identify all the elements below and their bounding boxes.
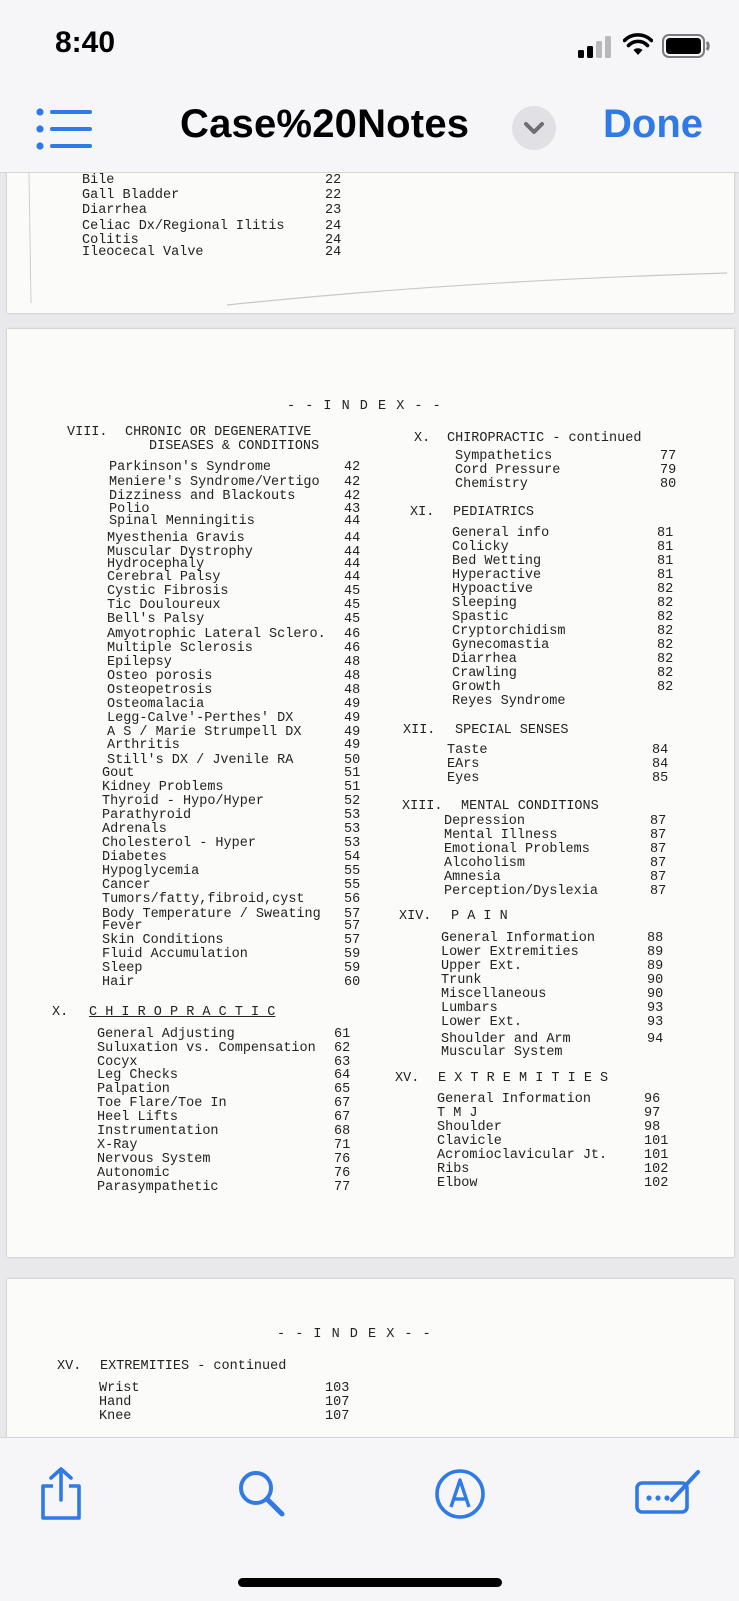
index-entry: Spinal Menningitis xyxy=(109,514,255,529)
index-entry: Elbow xyxy=(437,1176,478,1191)
index-entry: Miscellaneous xyxy=(441,987,547,1002)
index-page-number: 82 xyxy=(657,596,674,611)
index-page-number: 64 xyxy=(334,1068,351,1083)
index-entry: Sleep xyxy=(102,961,143,976)
index-title: - - I N D E X - - xyxy=(277,1327,432,1342)
index-entry: Sympathetics xyxy=(455,449,553,464)
index-entry: Autonomic xyxy=(97,1166,170,1181)
index-page-number: 87 xyxy=(650,856,667,871)
index-page-number: 90 xyxy=(647,987,664,1002)
index-page-number: 46 xyxy=(344,641,361,656)
index-entry: Osteo porosis xyxy=(107,669,213,684)
section-title: DISEASES & CONDITIONS xyxy=(149,439,320,454)
index-page-number: 90 xyxy=(647,973,664,988)
section-title: MENTAL CONDITIONS xyxy=(461,799,599,814)
index-entry: Cocyx xyxy=(97,1055,138,1070)
index-page-number: 77 xyxy=(334,1180,351,1195)
index-page-number: 46 xyxy=(344,627,361,642)
index-page-number: 93 xyxy=(647,1001,664,1016)
index-entry: Ileocecal Valve xyxy=(82,245,204,260)
index-entry: Taste xyxy=(447,743,488,758)
index-page-number: 22 xyxy=(325,188,342,203)
index-page-number: 93 xyxy=(647,1015,664,1030)
index-entry: Hyperactive xyxy=(452,568,542,583)
page-scan-artifacts xyxy=(7,173,734,313)
index-page-number: 84 xyxy=(652,743,669,758)
index-entry: Acromioclavicular Jt. xyxy=(437,1148,608,1163)
index-entry: Emotional Problems xyxy=(444,842,590,857)
index-page-number: 76 xyxy=(334,1152,351,1167)
chevron-down-icon xyxy=(512,106,556,150)
section-numeral: X. xyxy=(52,1005,69,1020)
title-menu-button[interactable] xyxy=(512,106,556,150)
index-entry: Lower Ext. xyxy=(441,1015,523,1030)
index-entry: Suluxation vs. Compensation xyxy=(97,1041,316,1056)
index-page-number: 45 xyxy=(344,612,361,627)
index-entry: EArs xyxy=(447,757,480,772)
index-page-number: 42 xyxy=(344,475,361,490)
index-page-number: 82 xyxy=(657,582,674,597)
index-page-number: 65 xyxy=(334,1082,351,1097)
index-entry: Hypoglycemia xyxy=(102,864,200,879)
index-page-number: 48 xyxy=(344,683,361,698)
index-page-number: 81 xyxy=(657,554,674,569)
cellular-signal-icon xyxy=(578,36,612,58)
index-page-number: 97 xyxy=(644,1106,661,1121)
search-icon[interactable] xyxy=(234,1466,290,1522)
index-page-number: 49 xyxy=(344,738,361,753)
index-page-number: 53 xyxy=(344,808,361,823)
index-entry: Gynecomastia xyxy=(452,638,550,653)
index-entry: Bile xyxy=(82,173,115,188)
index-entry: Cerebral Palsy xyxy=(107,570,221,585)
document-viewer[interactable] xyxy=(0,173,739,1437)
index-entry: Epilepsy xyxy=(107,655,172,670)
index-page-number: 60 xyxy=(344,975,361,990)
section-title: E X T R E M I T I E S xyxy=(438,1071,609,1086)
index-page-number: 81 xyxy=(657,540,674,555)
section-title: SPECIAL SENSES xyxy=(455,723,569,738)
section-title: CHIROPRACTIC - continued xyxy=(447,431,642,446)
section-numeral: XV. xyxy=(395,1071,420,1086)
index-page-number: 23 xyxy=(325,203,342,218)
index-entry: Perception/Dyslexia xyxy=(444,884,598,899)
section-numeral: XII. xyxy=(403,723,436,738)
index-page-number: 24 xyxy=(325,233,342,248)
index-entry: Lumbars xyxy=(441,1001,498,1016)
index-page-number: 76 xyxy=(334,1166,351,1181)
index-entry: Fever xyxy=(102,919,143,934)
home-indicator xyxy=(238,1578,502,1587)
index-entry: Skin Conditions xyxy=(102,933,224,948)
index-entry: Ribs xyxy=(437,1162,470,1177)
navigation-bar xyxy=(0,90,739,173)
index-page-number: 102 xyxy=(644,1176,669,1191)
index-entry: Heel Lifts xyxy=(97,1110,179,1125)
index-entry: Nervous System xyxy=(97,1152,211,1167)
index-page-number: 55 xyxy=(344,878,361,893)
index-entry: Arthritis xyxy=(107,738,180,753)
index-entry: Dizziness and Blackouts xyxy=(109,489,296,504)
index-page-number: 51 xyxy=(344,780,361,795)
index-page-number: 68 xyxy=(334,1124,351,1139)
index-page-number: 88 xyxy=(647,931,664,946)
index-page-number: 80 xyxy=(660,477,677,492)
index-page-number: 44 xyxy=(344,545,361,560)
index-entry: Amnesia xyxy=(444,870,501,885)
index-page-number: 48 xyxy=(344,655,361,670)
index-page-number: 82 xyxy=(657,666,674,681)
index-entry: Wrist xyxy=(99,1381,140,1396)
section-title: CHRONIC OR DEGENERATIVE xyxy=(125,425,312,440)
section-title: P A I N xyxy=(451,909,508,924)
index-entry: Bed Wetting xyxy=(452,554,542,569)
index-page-number: 44 xyxy=(344,531,361,546)
index-page-number: 67 xyxy=(334,1110,351,1125)
index-entry: Instrumentation xyxy=(97,1124,219,1139)
index-entry: Cancer xyxy=(102,878,151,893)
index-entry: Myesthenia Gravis xyxy=(107,531,245,546)
section-numeral: X. xyxy=(414,431,431,446)
bottom-toolbar xyxy=(0,1437,739,1601)
index-page-number: 63 xyxy=(334,1055,351,1070)
index-entry: Hair xyxy=(102,975,135,990)
index-title: - - I N D E X - - xyxy=(287,399,442,414)
index-entry: X-Ray xyxy=(97,1138,138,1153)
index-entry: Colitis xyxy=(82,233,139,248)
form-fill-icon[interactable] xyxy=(634,1466,704,1522)
index-page-number: 50 xyxy=(344,753,361,768)
index-page-number: 54 xyxy=(344,850,361,865)
index-entry: Thyroid - Hypo/Hyper xyxy=(102,794,265,809)
index-page-number: 45 xyxy=(344,584,361,599)
index-entry: Palpation xyxy=(97,1082,170,1097)
index-page-number: 89 xyxy=(647,959,664,974)
index-entry: Cholesterol - Hyper xyxy=(102,836,256,851)
index-entry: Muscular System xyxy=(441,1045,563,1060)
index-entry: General Information xyxy=(437,1092,591,1107)
index-entry: Leg Checks xyxy=(97,1068,179,1083)
index-page-number: 43 xyxy=(344,502,361,517)
index-page-number: 24 xyxy=(325,219,342,234)
index-page-number: 59 xyxy=(344,961,361,976)
index-entry: Knee xyxy=(99,1409,132,1424)
index-page-number: 57 xyxy=(344,933,361,948)
index-page-number: 85 xyxy=(652,771,669,786)
index-entry: Amyotrophic Lateral Sclero. xyxy=(107,627,326,642)
index-page-number: 87 xyxy=(650,884,667,899)
section-numeral: VIII. xyxy=(67,425,108,440)
index-page-number: 87 xyxy=(650,870,667,885)
index-page-number: 42 xyxy=(344,460,361,475)
index-page-number: 77 xyxy=(660,449,677,464)
index-page-number: 24 xyxy=(325,245,342,260)
document-title: Case%20Notes xyxy=(180,102,470,146)
outline-list-icon[interactable] xyxy=(36,108,94,150)
index-entry: Hand xyxy=(99,1395,132,1410)
index-page-number: 107 xyxy=(325,1409,350,1424)
index-entry: Osteopetrosis xyxy=(107,683,213,698)
index-page-number: 52 xyxy=(344,794,361,809)
index-entry: Parkinson's Syndrome xyxy=(109,460,272,475)
section-numeral: XI. xyxy=(410,505,435,520)
index-entry: Lower Extremities xyxy=(441,945,579,960)
index-page-number: 87 xyxy=(650,814,667,829)
index-page-number: 49 xyxy=(344,697,361,712)
index-page-number: 42 xyxy=(344,489,361,504)
status-bar xyxy=(0,0,739,90)
index-page-number: 56 xyxy=(344,892,361,907)
index-entry: Shoulder xyxy=(437,1120,502,1135)
index-page-number: 51 xyxy=(344,766,361,781)
index-entry: Diarrhea xyxy=(452,652,517,667)
document-page-2 xyxy=(7,329,734,1257)
index-entry: Diabetes xyxy=(102,850,167,865)
index-page-number: 98 xyxy=(644,1120,661,1135)
index-page-number: 44 xyxy=(344,557,361,572)
index-entry: Celiac Dx/Regional Ilitis xyxy=(82,219,285,234)
index-entry: Depression xyxy=(444,814,526,829)
section-title: C H I R O P R A C T I C xyxy=(89,1005,276,1020)
index-page-number: 87 xyxy=(650,828,667,843)
index-page-number: 82 xyxy=(657,638,674,653)
index-page-number: 22 xyxy=(325,173,342,188)
section-title: EXTREMITIES - continued xyxy=(100,1359,287,1374)
markup-icon[interactable] xyxy=(432,1466,488,1522)
index-page-number: 103 xyxy=(325,1381,350,1396)
index-page-number: 96 xyxy=(644,1092,661,1107)
index-entry: Parasympathetic xyxy=(97,1180,219,1195)
index-page-number: 61 xyxy=(334,1027,351,1042)
index-page-number: 44 xyxy=(344,514,361,529)
share-icon[interactable] xyxy=(33,1466,89,1522)
index-entry: Gout xyxy=(102,766,135,781)
index-entry: Still's DX / Jvenile RA xyxy=(107,753,294,768)
index-page-number: 87 xyxy=(650,842,667,857)
index-page-number: 81 xyxy=(657,568,674,583)
index-entry: Growth xyxy=(452,680,501,695)
section-numeral: XV. xyxy=(57,1359,82,1374)
index-page-number: 82 xyxy=(657,624,674,639)
index-page-number: 81 xyxy=(657,526,674,541)
index-page-number: 53 xyxy=(344,822,361,837)
index-entry: General Information xyxy=(441,931,595,946)
index-entry: Polio xyxy=(109,502,150,517)
index-entry: Hypoactive xyxy=(452,582,534,597)
index-entry: Gall Bladder xyxy=(82,188,180,203)
index-page-number: 57 xyxy=(344,919,361,934)
index-page-number: 49 xyxy=(344,725,361,740)
index-page-number: 45 xyxy=(344,598,361,613)
index-page-number: 71 xyxy=(334,1138,351,1153)
index-page-number: 79 xyxy=(660,463,677,478)
index-page-number: 57 xyxy=(344,907,361,922)
index-page-number: 44 xyxy=(344,570,361,585)
index-entry: Clavicle xyxy=(437,1134,502,1149)
index-entry: Colicky xyxy=(452,540,509,555)
index-entry: Cord Pressure xyxy=(455,463,561,478)
index-entry: Bell's Palsy xyxy=(107,612,205,627)
index-entry: Chemistry xyxy=(455,477,528,492)
index-entry: Tumors/fatty,fibroid,cyst xyxy=(102,892,305,907)
index-entry: Legg-Calve'-Perthes' DX xyxy=(107,711,294,726)
index-entry: Parathyroid xyxy=(102,808,192,823)
index-entry: Reyes Syndrome xyxy=(452,694,566,709)
index-entry: Eyes xyxy=(447,771,480,786)
index-entry: Trunk xyxy=(441,973,482,988)
index-entry: Crawling xyxy=(452,666,517,681)
index-entry: Meniere's Syndrome/Vertigo xyxy=(109,475,320,490)
index-page-number: 94 xyxy=(647,1032,664,1047)
section-numeral: XIV. xyxy=(399,909,432,924)
index-entry: Kidney Problems xyxy=(102,780,224,795)
document-page-1 xyxy=(7,173,734,313)
index-entry: General info xyxy=(452,526,550,541)
index-entry: General Adjusting xyxy=(97,1027,235,1042)
status-time: 8:40 xyxy=(55,26,116,59)
section-title: PEDIATRICS xyxy=(453,505,535,520)
index-entry: T M J xyxy=(437,1106,478,1121)
index-page-number: 107 xyxy=(325,1395,350,1410)
index-entry: Fluid Accumulation xyxy=(102,947,248,962)
index-page-number: 101 xyxy=(644,1148,669,1163)
index-page-number: 67 xyxy=(334,1096,351,1111)
index-page-number: 82 xyxy=(657,652,674,667)
wifi-icon xyxy=(623,33,653,57)
index-page-number: 55 xyxy=(344,864,361,879)
index-page-number: 49 xyxy=(344,711,361,726)
index-entry: Mental Illness xyxy=(444,828,558,843)
index-entry: Muscular Dystrophy xyxy=(107,545,253,560)
index-entry: Adrenals xyxy=(102,822,167,837)
index-page-number: 48 xyxy=(344,669,361,684)
index-page-number: 102 xyxy=(644,1162,669,1177)
index-page-number: 53 xyxy=(344,836,361,851)
index-entry: Alcoholism xyxy=(444,856,526,871)
index-page-number: 89 xyxy=(647,945,664,960)
index-entry: Diarrhea xyxy=(82,203,147,218)
index-entry: Osteomalacia xyxy=(107,697,205,712)
index-entry: A S / Marie Strumpell DX xyxy=(107,725,302,740)
index-entry: Body Temperature / Sweating xyxy=(102,907,321,922)
index-page-number: 101 xyxy=(644,1134,669,1149)
index-page-number: 59 xyxy=(344,947,361,962)
document-page-3 xyxy=(7,1279,734,1437)
index-entry: Tic Douloureux xyxy=(107,598,221,613)
index-entry: Spastic xyxy=(452,610,509,625)
index-entry: Hydrocephaly xyxy=(107,557,205,572)
index-entry: Shoulder and Arm xyxy=(441,1032,571,1047)
done-button[interactable]: Done xyxy=(603,102,703,146)
section-numeral: XIII. xyxy=(402,799,443,814)
index-entry: Sleeping xyxy=(452,596,517,611)
index-page-number: 82 xyxy=(657,680,674,695)
index-page-number: 62 xyxy=(334,1041,351,1056)
index-page-number: 84 xyxy=(652,757,669,772)
battery-icon xyxy=(662,34,710,58)
index-entry: Cryptorchidism xyxy=(452,624,566,639)
index-page-number: 82 xyxy=(657,610,674,625)
index-entry: Cystic Fibrosis xyxy=(107,584,229,599)
index-entry: Upper Ext. xyxy=(441,959,523,974)
index-entry: Multiple Sclerosis xyxy=(107,641,253,656)
index-entry: Toe Flare/Toe In xyxy=(97,1096,227,1111)
